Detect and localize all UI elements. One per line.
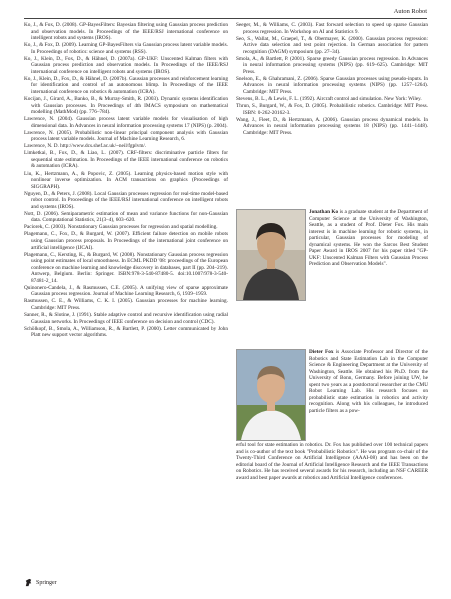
reference-entry: Lawrence, N. (2004). Gaussian process latent variable models for visualisation of high dimensional data. In Advances in neural information processing systems 17 (NIPS) (p. 2004). [24, 116, 228, 129]
reference-entry: Seeger, M., & Williams, C. (2003). Fast forward selection to speed up sparse Gaussian process regression. In Workshop on AI and Statistics 9. [236, 22, 428, 35]
bio-name: Dieter Fox [309, 349, 334, 355]
author-photo-dieter-fox [236, 349, 306, 441]
reference-entry: Seo, S., Wallat, M., Graepel, T., & Obermayer, K. (2000). Gaussian process regression: Active data selection and test point rejection. In German association for pattern recognition (DAGM) symposium (pp. 27–34). [236, 35, 428, 55]
author-photo-jonathan-ko [236, 209, 306, 301]
reference-entry: Plagemann, C., Fox, D., & Burgard, W. (2007). Efficient failure detection on mobile robots using Gaussian process proposals. In Proceedings of the international joint conference on artificial intelligence (IJCAI). [24, 231, 228, 251]
reference-entry: Limketkai, B., Fox, D., & Liao, L. (2007). CRF-filters: discriminative particle filters for sequential state estimation. In Proceedings of the IEEE international conference on robotics & automation (ICRA). [24, 150, 228, 170]
bio-text: is a graduate student at the Department of Computer Science at the University of Washington, Seattle, as a student of Prof. Dieter Fox. His main interest is in machine learning for robotic systems, in particular, Gaussian processes for modeling of dynamical systems. He won the Sarcos Best Student Paper Award in IROS 2007 for his paper titled "GP-UKF: Unscented Kalman Filters with Gaussian Process Prediction and Observation Models". [309, 209, 428, 268]
reference-entry: Rasmussen, C. E., & Williams, C. K. I. (2005). Gaussian processes for machine learning. Cambridge: MIT Press. [24, 298, 228, 311]
running-head: Auton Robot [393, 8, 427, 15]
reference-entry: Thrun, S., Burgard, W., & Fox, D. (2005). Probabilistic robotics. Cambridge: MIT Press. ISBN: 0-262-20162-3. [236, 103, 428, 116]
bio-dieter-fox [309, 349, 428, 414]
reference-entry: Sanner, R., & Slotine, J. (1991). Stable adaptive control and recursive identification using radial Gaussian networks. In Proceedings of IEEE conference on decision and control (CDC). [24, 312, 228, 325]
reference-entry: Plagemann, C., Kersting, K., & Burgard, W. (2008). Nonstationary Gaussian process regression using point estimates of local smoothness. In ECML PKDD '08: proceedings of the European conference on machine learning and knowledge discovery in databases, part II (pp. 204–219). Antwerp, Belgium. Berlin: Springer. ISBN:978-3-540-87480-5. doi:10.1007/978-3-540-87481-2_14. [24, 251, 228, 284]
bio-jonathan-ko [309, 209, 428, 268]
reference-entry: Paciorek, C. (2003). Nonstationary Gaussian processes for regression and spatial modelling. [24, 224, 218, 231]
page-footer [24, 578, 57, 587]
reference-list-right [236, 22, 428, 137]
reference-entry: Nott, D. (2006). Semiparametric estimation of mean and variance functions for non-Gaussian data. Computational Statistics, 21(3–4), 603–620. [24, 210, 228, 224]
reference-entry: Schölkopf, B., Smola, A., Williamson, R., & Bartlett, P. (2000). Letter communicated by John Platt new support vector algorithms. [24, 325, 228, 339]
reference-entry: Ko, J., Klein, D., Fox, D., & Hähnel, D. (2007b). Gaussian processes and reinforcement learning for identification and control of an autonomous blimp. In Proceedings of the IEEE international conference on robotics & automation (ICRA). [24, 75, 228, 95]
springer-horse-icon [24, 578, 33, 587]
reference-entry: Wang, J., Fleet, D., & Hertzmann, A. (2006). Gaussian process dynamical models. In Advances in neural information processing systems 18 (NIPS) (pp. 1441–1448). Cambridge: MIT Press. [236, 116, 428, 136]
bio-dieter-fox-continued: erful tool for state estimation in robotics. Dr. Fox has published over 100 technical papers and is co-author of the text book "Probabilistic Robotics". He was program co-chair of the Twenty-Third Conference on Artificial Intelligence (AAAI-08) and has been on the editorial board of the Journal of Artificial Intelligence Research and the IEEE Transactions on Robotics. He has received several awards for his research, including an NSF CAREER award and best paper awards at robotics and Artificial Intelligence conferences. [236, 442, 428, 481]
reference-entry: Stevens, B. L., & Lewis, F. L. (1992). Aircraft control and simulation. New York: Wiley. [236, 96, 422, 103]
reference-entry: Ko, J., Klein, D., Fox, D., & Hähnel, D. (2007a). GP-UKF: Unscented Kalman filters with Gaussian process prediction and observation models. In Proceedings of the IEEE/RSJ international conference on intelligent robots and systems (IROS). [24, 55, 228, 75]
reference-entry: Kocijan, J., Girard, A., Banko, B., & Murray-Smith, R. (2003). Dynamic systems identification with Gaussian processes. In Proceedings of 4th IMACS symposium on mathematical modelling (MathMod) (pp. 776–784). [24, 96, 228, 116]
reference-entry: Lawrence, N. (2005). Probabilistic non-linear principal component analysis with Gaussian process latent variable models. Journal of Machine Learning Research, 6. [24, 129, 228, 143]
reference-entry: Lawrence, N. D. http://www.dcs.shef.ac.uk/~neil/fgplvm/. [24, 143, 147, 150]
reference-entry: Ko, J., & Fox, D. (2009). Learning GP-BayesFilters via Gaussian process latent variable models. In Proceedings of robotics: science and systems (RSS). [24, 42, 228, 55]
reference-entry: Liu, K., Hertzmann, A., & Popovic, Z. (2005). Learning physics-based motion style with nonlinear inverse optimization. In ACM transactions on graphics (Proceedings of SIGGRAPH). [24, 170, 228, 190]
reference-entry: Ko, J., & Fox, D. (2008). GP-BayesFilters: Bayesian filtering using Gaussian process prediction and observation models. In Proceedings of the IEEE/RSJ international conference on intelligent robots and systems (IROS). [24, 22, 228, 42]
bio-name: Jonathan Ko [309, 209, 339, 215]
publisher-name: Springer [36, 579, 57, 586]
bio-text: is Associate Professor and Director of the Robotics and State Estimation Lab in the Computer Science & Engineering Department at the University of Washington, Seattle. He obtained his Ph.D. from the University of Bonn, Germany. Before joining UW, he spent two years as a postdoctoral researcher at the CMU Robot Learning Lab. His research focuses on probabilistic state estimation in robotics and activity recognition. Along with his colleagues, he introduced particle filters as a pow- [309, 349, 429, 414]
reference-entry: Smola, A., & Bartlett, P. (2001). Sparse greedy Gaussian process regression. In Advances in neural information processing systems (NIPS) (pp. 619–625). Cambridge: MIT Press. [236, 55, 428, 75]
reference-entry: Snelson, E., & Ghahramani, Z. (2006). Sparse Gaussian processes using pseudo-inputs. In Advances in neural information processing systems (NIPS) (pp. 1257–1264). Cambridge: MIT Press. [236, 75, 428, 95]
header-rule [24, 18, 427, 19]
reference-entry: Quinonero-Candela, J., & Rasmussen, C.E. (2005). A unifying view of sparse approximate Gaussian process regression. Journal of Machine Learning Research, 6, 1939–1959. [24, 284, 228, 298]
reference-list-left [24, 22, 228, 339]
reference-entry: Nguyen, D., & Peters, J. (2008). Local Gaussian processes regression for real-time model-based robot control. In Proceedings of the IEEE/RSJ international conference on intelligent robots and systems (IROS). [24, 190, 228, 210]
